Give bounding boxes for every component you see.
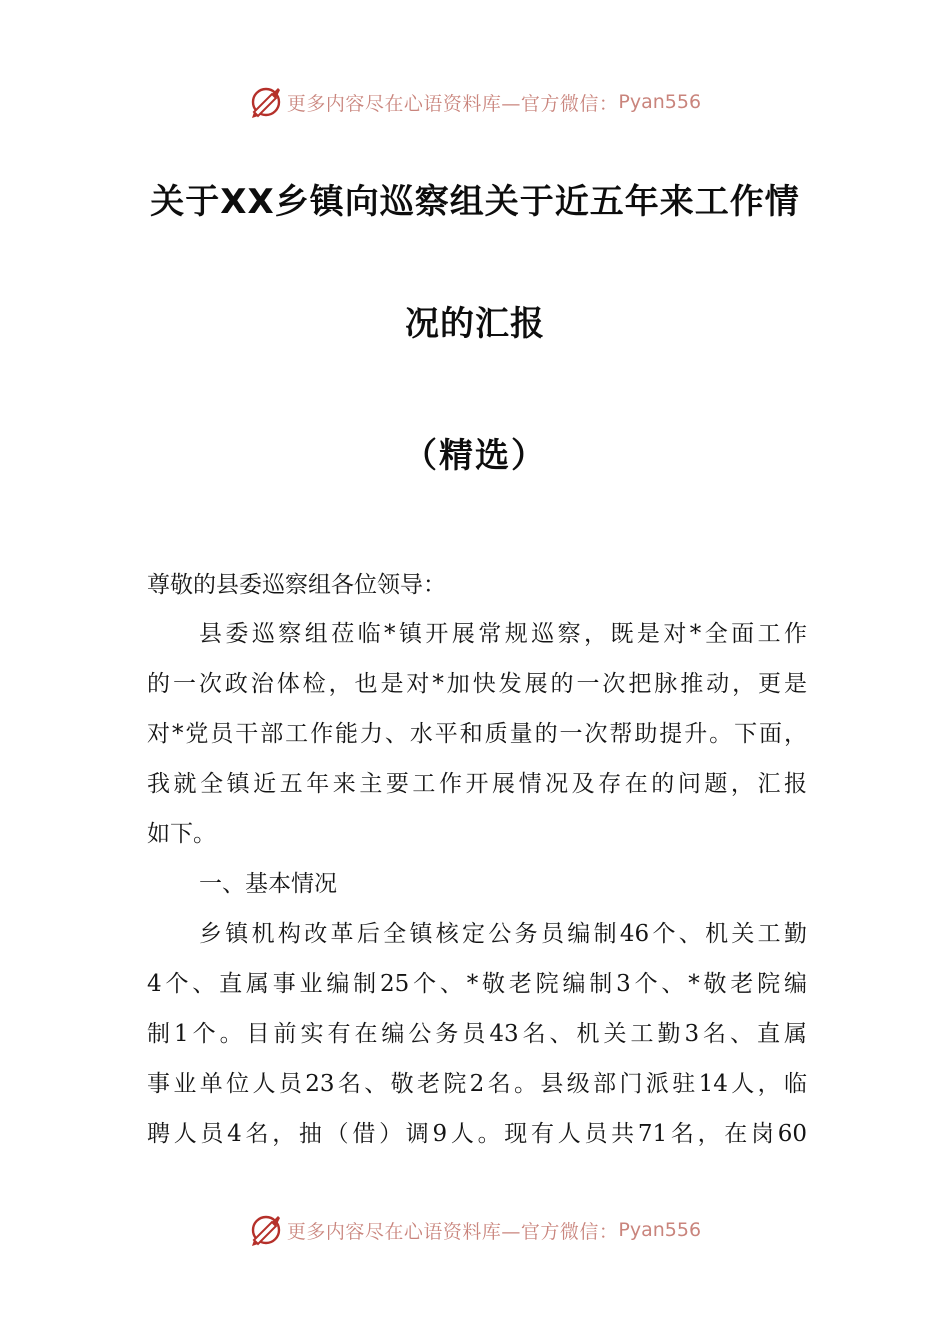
document-title-line2: 况的汇报 [405,304,545,344]
pen-logo-icon [249,1213,283,1247]
watermark-text: 更多内容尽在心语资料库—官方微信： [286,92,619,115]
paragraph-line: 的一次政治体检，也是对*加快发展的一次把脉推动，更是 [147,671,807,697]
pen-logo-icon [249,85,283,119]
watermark-text: 更多内容尽在心语资料库—官方微信： [286,1220,619,1243]
document-body [147,568,807,1168]
watermark-handle: Pyan556 [618,91,702,113]
paragraph-line: 我就全镇近五年来主要工作开展情况及存在的问题，汇报 [147,771,807,797]
footer-watermark [0,1212,950,1248]
header-watermark [0,84,950,120]
paragraph-line: 县委巡察组莅临*镇开展常规巡察，既是对*全面工作 [199,621,807,647]
watermark-handle: Pyan556 [618,1219,702,1241]
document-subtitle: （精选） [403,436,547,476]
salutation: 尊敬的县委巡察组各位领导： [147,572,446,598]
paragraph-line: 对*党员干部工作能力、水平和质量的一次帮助提升。下面， [147,721,807,747]
paragraph-line: 聘人员4名，抽（借）调9人。现有人员共71名，在岗60 [147,1121,807,1147]
paragraph-line: 如下。 [147,821,216,847]
document-title-line1: 关于XX乡镇向巡察组关于近五年来工作情 [150,182,800,222]
section-heading: 一、基本情况 [199,871,337,897]
paragraph-line: 事业单位人员23名、敬老院2名。县级部门派驻14人，临 [147,1071,807,1097]
paragraph-line: 制1个。目前实有在编公务员43名、机关工勤3名、直属 [147,1021,807,1047]
paragraph-line: 乡镇机构改革后全镇核定公务员编制46个、机关工勤 [199,921,807,947]
paragraph-line: 4个、直属事业编制25个、*敬老院编制3个、*敬老院编 [147,971,807,997]
